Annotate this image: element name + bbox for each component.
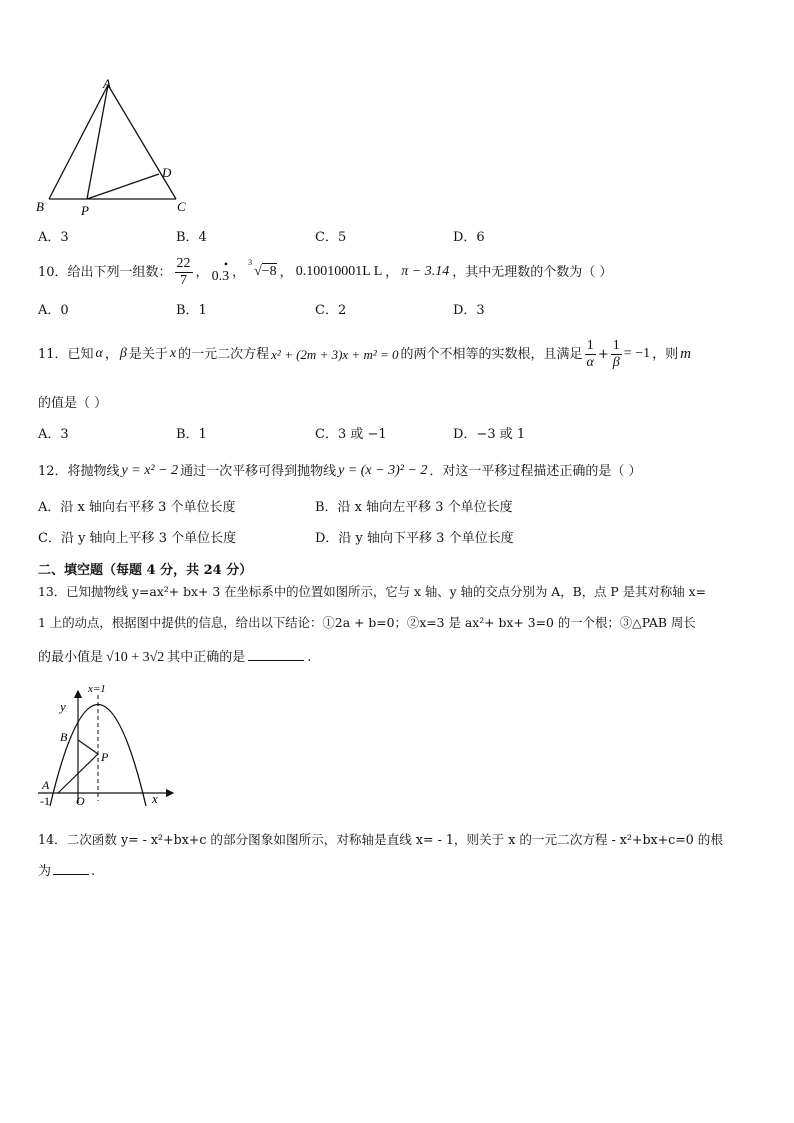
q13-line3-prefix: 的最小值是 <box>38 650 104 665</box>
q10-cube-root-index: 3 <box>248 258 253 267</box>
q11-p5: 的两个不相等的实数根，且满足 <box>400 346 583 362</box>
q14-answer-blank[interactable] <box>53 874 89 875</box>
q11-frac-beta <box>611 338 622 370</box>
side-ab <box>49 85 108 199</box>
q14-line1: 14．二次函数 y= - x²+bx+c 的部分图象如图所示，对称轴是直线 x= - 1，则关于 x 的一元二次方程 - x²+bx+c=0 的根 <box>38 832 723 847</box>
q10-option-b: B．1 <box>176 303 207 318</box>
q11-p4: 的一元二次方程 <box>178 346 270 362</box>
q9-option-d: D．6 <box>453 230 485 245</box>
label-a: A <box>42 778 50 792</box>
q12-eq1: y = x² − 2 <box>121 463 179 478</box>
q10-sep-4: ， <box>385 264 399 280</box>
q11-stem <box>38 334 691 374</box>
q11-frac-alpha <box>585 338 596 370</box>
q13-min-value: √10 + 3√2 <box>106 650 165 665</box>
segment-bp <box>78 740 98 754</box>
q12-option-c: C．沿 y 轴向上平移 3 个单位长度 <box>38 531 237 546</box>
q13-line1: 13．已知抛物线 y=ax²+ bx+ 3 在坐标系中的位置如图所示，它与 x 轴、y 轴的交点分别为 A，B，点 P 是其对称轴 x= <box>38 584 706 599</box>
q10-fraction-den: 7 <box>180 272 188 288</box>
q11-frac-beta-den: β <box>612 354 620 370</box>
q10-rep-dot: • <box>223 257 229 271</box>
q11-plus: + <box>597 346 609 362</box>
q10-stem <box>38 254 612 290</box>
label-a: A <box>103 76 111 91</box>
label-d: D <box>162 165 172 180</box>
segment-pd <box>87 174 159 199</box>
q12-eq2: y = (x − 3)² − 2 <box>338 463 428 478</box>
radical-icon: √ <box>254 264 262 279</box>
q13-answer-blank[interactable] <box>248 660 304 661</box>
q11-option-c: C．3 或 −1 <box>315 427 387 442</box>
q11-eq-rhs: = −1 <box>623 346 651 361</box>
q14-line2-prefix: 为 <box>38 864 52 879</box>
q12-option-a: A．沿 x 轴向右平移 3 个单位长度 <box>38 500 236 515</box>
q11-frac-beta-num: 1 <box>612 338 620 354</box>
q11-equation: x² + (2m + 3)x + m² = 0 <box>271 346 399 362</box>
label-symmetry-axis: x=1 <box>88 683 106 695</box>
side-ac <box>108 85 176 199</box>
q12-p3: ．对这一平移过程描述正确的是（ ） <box>429 463 642 479</box>
q11-x: x <box>169 346 177 361</box>
q10-option-c: C．2 <box>315 303 347 318</box>
segment-ap <box>87 85 108 199</box>
q13-line2: 1 上的动点，根据图中提供的信息，给出以下结论：①2a + b=0；②x=3 是 ax²+ bx+ 3=0 的一个根；③△PAB 周长 <box>38 615 696 630</box>
q11-p3: 是关于 <box>128 346 168 362</box>
q11-option-d: D．−3 或 1 <box>453 427 526 442</box>
label-x: x <box>152 791 158 806</box>
section-title-fill-in: 二、填空题（每题 4 分，共 24 分） <box>38 563 253 578</box>
label-neg-one: -1 <box>40 794 50 808</box>
q12-p1: 12．将抛物线 <box>38 463 120 479</box>
q12-option-b: B．沿 x 轴向左平移 3 个单位长度 <box>315 500 513 515</box>
q11-frac-alpha-num: 1 <box>586 338 594 354</box>
q11-beta: β <box>119 346 127 361</box>
label-p: P <box>81 203 89 218</box>
q11-p6: ，则 <box>652 346 679 362</box>
q14-line2 <box>38 865 95 878</box>
q9-option-c: C．5 <box>315 230 347 245</box>
q10-cube-root-radicand: −8 <box>261 264 277 279</box>
q10-stem-suffix: ，其中无理数的个数为（ ） <box>452 264 613 280</box>
q10-pattern-number: 0.10010001L L <box>295 264 383 279</box>
q10-stem-prefix: 10．给出下列一组数： <box>38 264 172 280</box>
label-p: P <box>101 750 109 764</box>
q12-stem <box>38 464 642 478</box>
q11-m: m <box>680 345 691 362</box>
q11-p2: ， <box>104 346 118 362</box>
triangle-figure <box>30 76 200 221</box>
parabola-figure <box>30 683 180 808</box>
label-b: B <box>36 199 44 214</box>
q12-p2: 通过一次平移可得到抛物线 <box>180 463 337 479</box>
q11-option-a: A．3 <box>38 427 69 442</box>
q11-alpha: α <box>95 346 103 361</box>
q13-line3 <box>38 651 311 665</box>
q11-option-b: B．1 <box>176 427 207 442</box>
q10-fraction <box>175 256 193 288</box>
q10-rep-value: 0.3 <box>211 269 230 284</box>
q10-sep-3: ， <box>279 264 293 280</box>
label-origin: O <box>76 794 85 808</box>
q10-fraction-num: 22 <box>176 256 191 272</box>
q10-cube-root <box>248 258 277 279</box>
q13-period: . <box>307 650 312 665</box>
q9-option-b: B．4 <box>176 230 207 245</box>
q11-line2: 的值是（ ） <box>38 396 108 411</box>
q10-pi-expr: π − 3.14 <box>401 264 450 279</box>
q10-repeating-decimal <box>211 257 230 284</box>
label-y: y <box>60 699 66 714</box>
q10-option-a: A．0 <box>38 303 69 318</box>
label-c: C <box>177 199 186 214</box>
q14-period: . <box>91 864 96 879</box>
q10-sep-2: ， <box>232 264 246 280</box>
q9-option-a: A．3 <box>38 230 69 245</box>
label-b: B <box>60 730 68 744</box>
q10-option-d: D．3 <box>453 303 485 318</box>
q13-line3-suffix: 其中正确的是 <box>167 650 246 665</box>
q11-frac-alpha-den: α <box>586 354 594 370</box>
q11-p1: 11．已知 <box>38 346 94 362</box>
q10-sep-1: ， <box>195 264 209 280</box>
q12-option-d: D．沿 y 轴向下平移 3 个单位长度 <box>315 531 514 546</box>
